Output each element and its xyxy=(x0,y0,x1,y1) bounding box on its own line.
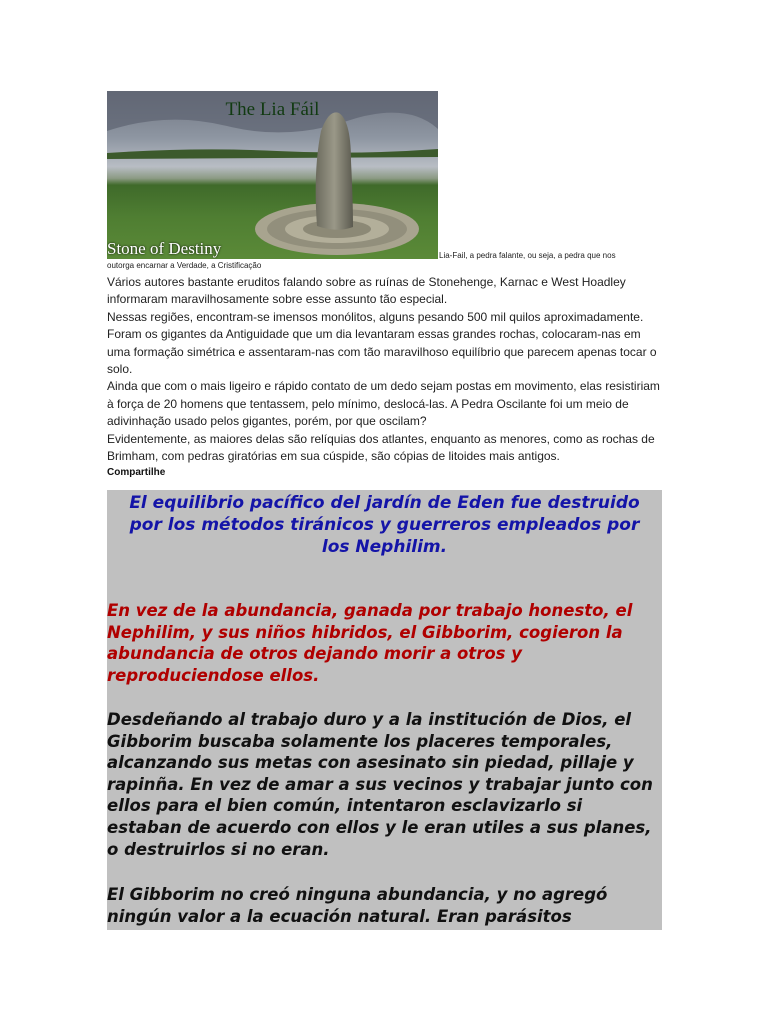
article-paragraph: Evidentemente, as maiores delas são relíquias dos atlantes, enquanto as menores, como as rochas de Brimham, com pedras giratórias em sua cúspide, são cópias de litoides mais antigos. xyxy=(107,431,655,464)
article-paragraph: Ainda que com o mais ligeiro e rápido contato de um dedo sejam postas em movimento, elas resistiriam à força de 20 homens que tentassem, pelo mínimo, deslocá-las. A Pedra Oscilante foi um meio de adivinhação usado pelos gigantes, porém, por que oscilam? xyxy=(107,379,660,429)
portuguese-article xyxy=(107,274,662,465)
lia-fail-photo xyxy=(107,91,438,259)
spanish-paragraph-2: El Gibborim no creó ninguna abundancia, y no agregó ningún valor a la ecuación natural. Eran parásitos xyxy=(107,885,608,926)
photo-title: The Lia Fáil xyxy=(225,99,320,120)
spanish-title: El equilibrio pacífico del jardín de Eden fue destruido por los métodos tiránicos y guerreros empleados por los Nephilim. xyxy=(129,493,640,557)
spanish-red-paragraph: En vez de la abundancia, ganada por trabajo honesto, el Nephilim, y sus niños hibridos, el Gibborim, cogieron la abundancia de otros dejando morir a otros y reproduciendose ellos. xyxy=(107,601,633,685)
spanish-text-box xyxy=(107,490,662,930)
caption-line-2: outorga encarnar a Verdade, a Cristificação xyxy=(107,261,262,270)
article-paragraph: Foram os gigantes da Antiguidade que um dia levantaram essas grandes rochas, colocaram-nas em uma formação simétrica e assentaram-nas com tão maravilhoso equilíbrio que parecem apenas tocar o solo. xyxy=(107,327,657,377)
photo-caption: Stone of Destiny xyxy=(107,239,222,258)
article-paragraph: Vários autores bastante eruditos falando sobre as ruínas de Stonehenge, Karnac e West Hoadley informaram maravilhosamente sobre esse assunto tão especial. xyxy=(107,275,626,307)
spanish-paragraph-1: Desdeñando al trabajo duro y a la institución de Dios, el Gibborim buscaba solamente los placeres temporales, alcanzando sus metas con asesinato sin piedad, pillaje y rapinña. En vez de amar a sus vecinos y trabajar junto con ellos para el bien común, intentaron esclavizarlo si estaban de acuerdo con ellos y le eran utiles a sus planes, o destruirlos si no eran. xyxy=(107,710,653,859)
caption-line-1: Lia-Fail, a pedra falante, ou seja, a pedra que nos xyxy=(439,251,616,260)
share-link[interactable]: Compartilhe xyxy=(107,467,166,478)
article-paragraph: Nessas regiões, encontram-se imensos monólitos, alguns pesando 500 mil quilos aproximadamente. xyxy=(107,309,644,324)
